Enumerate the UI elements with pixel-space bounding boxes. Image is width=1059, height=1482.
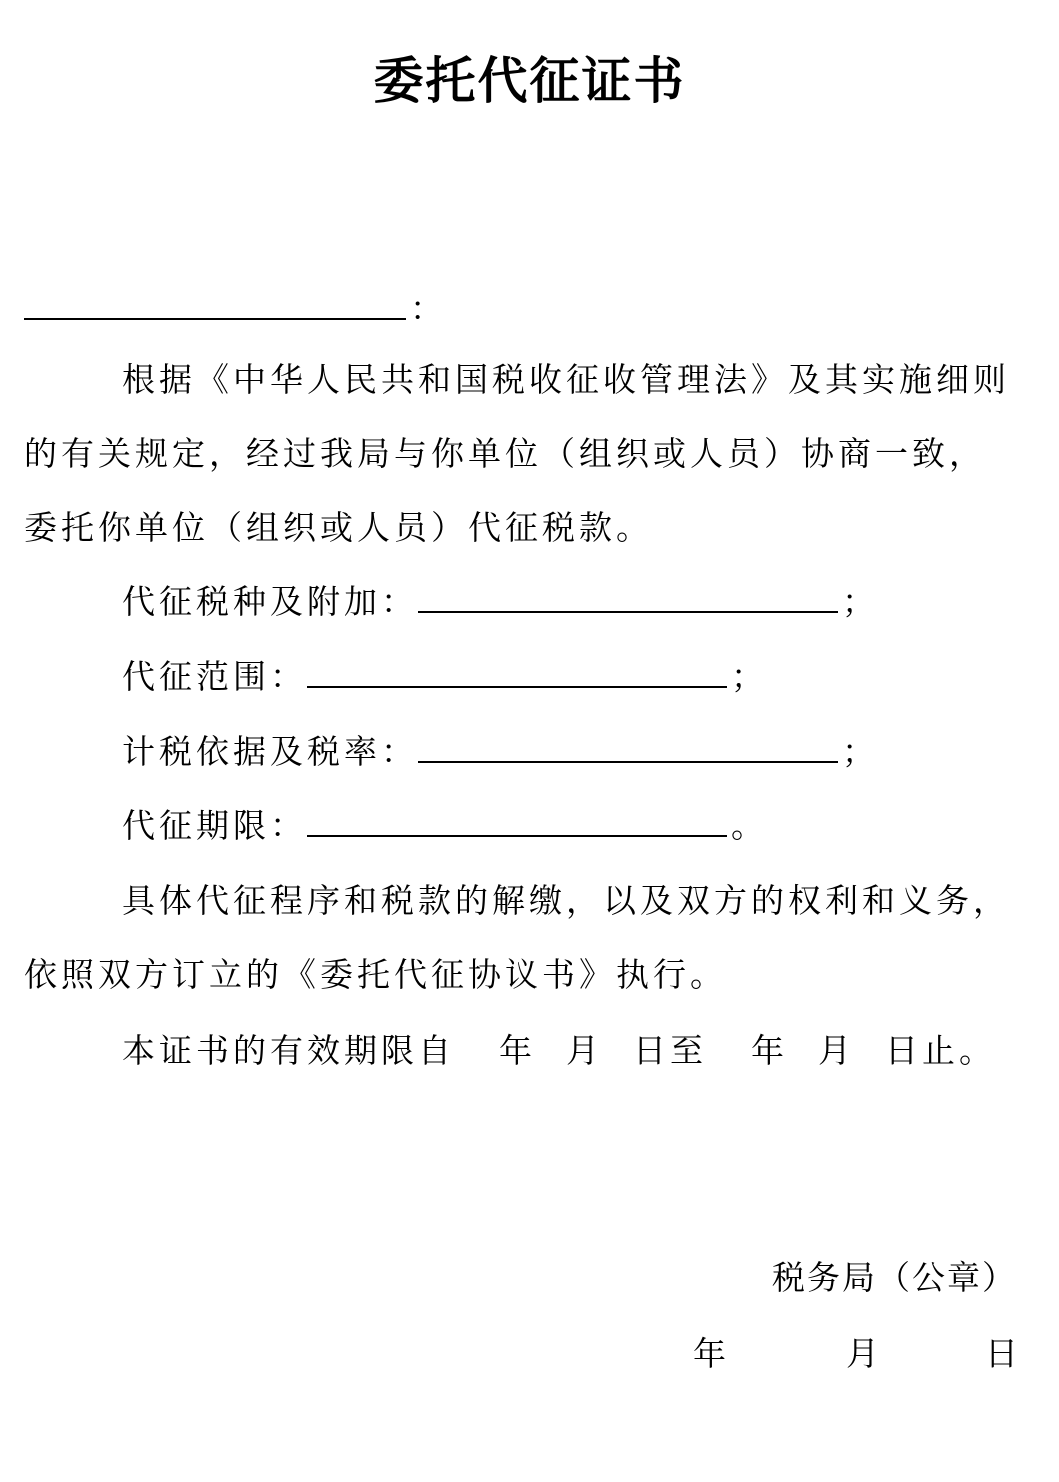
tax-types-blank bbox=[418, 581, 838, 613]
authority-seal-label: 税务局（公章） bbox=[772, 1258, 1017, 1297]
addressee-colon: ： bbox=[410, 289, 447, 328]
para1-line2: 的有关规定，经过我局与你单位（组织或人员）协商一致， bbox=[24, 434, 986, 473]
signature-year: 年 bbox=[693, 1334, 730, 1373]
para1-line1: 根据《中华人民共和国税收征收管理法》及其实施细则 bbox=[122, 360, 1010, 399]
validity-month2: 月 bbox=[818, 1031, 855, 1070]
validity-year2: 年 bbox=[751, 1031, 788, 1070]
document-title: 委托代征证书 bbox=[373, 52, 686, 110]
validity-prefix: 本证书的有效期限自 bbox=[122, 1031, 455, 1070]
validity-year1: 年 bbox=[499, 1031, 536, 1070]
tax-types-end: ； bbox=[842, 582, 879, 621]
para2-line2: 依照双方订立的《委托代征协议书》执行。 bbox=[24, 955, 727, 994]
period-label: 代征期限： bbox=[122, 806, 307, 845]
validity-day1-to: 日至 bbox=[633, 1031, 707, 1070]
validity-line bbox=[122, 1029, 996, 1073]
basis-label: 计税依据及税率： bbox=[122, 732, 418, 771]
scope-blank bbox=[307, 656, 727, 688]
para2-line1: 具体代征程序和税款的解缴，以及双方的权利和义务， bbox=[122, 881, 1010, 920]
scope-label: 代征范围： bbox=[122, 657, 307, 696]
basis-end: ； bbox=[842, 732, 879, 771]
signature-day: 日 bbox=[985, 1334, 1022, 1373]
period-line bbox=[122, 804, 768, 848]
validity-month1: 月 bbox=[566, 1031, 603, 1070]
addressee-line bbox=[24, 287, 447, 331]
basis-blank bbox=[418, 731, 838, 763]
scope-line bbox=[122, 655, 768, 699]
period-end: 。 bbox=[731, 806, 768, 845]
period-blank bbox=[307, 805, 727, 837]
basis-line bbox=[122, 730, 879, 774]
validity-day2-end: 日止。 bbox=[885, 1031, 996, 1070]
scope-end: ； bbox=[731, 657, 768, 696]
addressee-blank bbox=[24, 288, 406, 320]
para1-line3: 委托你单位（组织或人员）代征税款。 bbox=[24, 508, 653, 547]
signature-month: 月 bbox=[846, 1334, 883, 1373]
tax-types-line bbox=[122, 580, 879, 624]
tax-types-label: 代征税种及附加： bbox=[122, 582, 418, 621]
